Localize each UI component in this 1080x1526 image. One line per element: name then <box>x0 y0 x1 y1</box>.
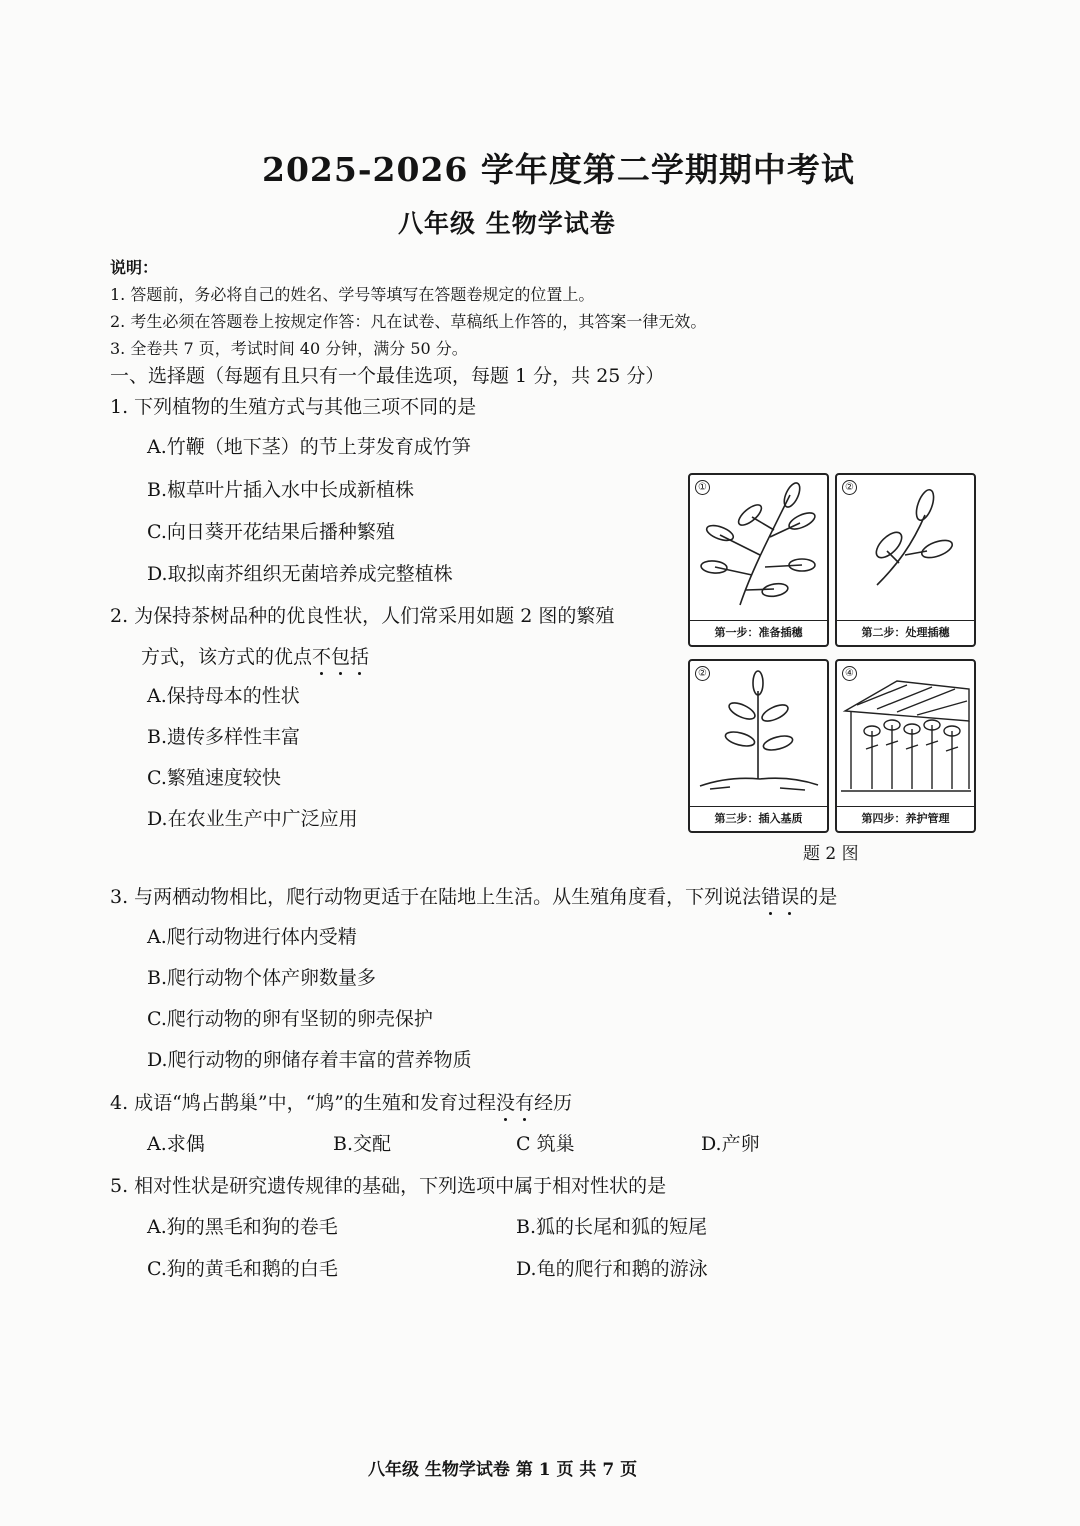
emphasis-char: 括 <box>350 642 369 669</box>
emphasis-char: 包 <box>331 642 350 669</box>
question-5-option-d: D.龟的爬行和鹅的游泳 <box>516 1258 708 1280</box>
figure-panel-2 <box>835 473 976 647</box>
instruction-item: 3. 全卷共 7 页，考试时间 40 分钟，满分 50 分。 <box>110 339 468 358</box>
question-1-option-b: B.椒草叶片插入水中长成新植株 <box>147 479 415 501</box>
section-heading: 一、选择题（每题有且只有一个最佳选项，每题 1 分，共 25 分） <box>110 365 665 387</box>
question-5-stem: 5. 相对性状是研究遗传规律的基础，下列选项中属于相对性状的是 <box>110 1175 667 1197</box>
question-4-option-b: B.交配 <box>333 1133 392 1155</box>
cutting-icon <box>837 475 974 621</box>
question-5-option-c: C.狗的黄毛和鹅的白毛 <box>147 1258 338 1280</box>
exam-title: 2025-2026 学年度第二学期期中考试 <box>262 150 855 189</box>
figure-panel-3 <box>688 659 829 833</box>
panel-number: ④ <box>842 666 857 681</box>
emphasis-char: 不 <box>312 642 331 669</box>
question-5-option-a: A.狗的黑毛和狗的卷毛 <box>147 1216 338 1238</box>
panel-number: ① <box>695 480 710 495</box>
panel-caption: 第四步：养护管理 <box>837 806 974 831</box>
question-4-option-d: D.产卵 <box>701 1133 760 1155</box>
question-4-stem <box>110 1088 572 1115</box>
question-2-stem-line2 <box>141 642 369 669</box>
instructions-heading: 说明： <box>110 258 159 277</box>
emphasis-char: 错 <box>761 882 780 909</box>
question-4-stem-suffix: 经历 <box>534 1092 573 1114</box>
question-3-stem-suffix: 的是 <box>799 886 838 908</box>
question-2-option-c: C.繁殖速度较快 <box>147 767 281 789</box>
figure-panel-4 <box>835 659 976 833</box>
question-3-option-c: C.爬行动物的卵有坚韧的卵壳保护 <box>147 1008 433 1030</box>
figure-2-caption: 题 2 图 <box>803 844 859 864</box>
panel-caption: 第一步：准备插穗 <box>690 620 827 645</box>
question-1-option-d: D.取拟南芥组织无菌培养成完整植株 <box>147 563 453 585</box>
question-3-stem <box>110 882 837 909</box>
question-3-option-b: B.爬行动物个体产卵数量多 <box>147 967 377 989</box>
figure-panel-1 <box>688 473 829 647</box>
panel-number: ② <box>842 480 857 495</box>
instruction-item: 1. 答题前，务必将自己的姓名、学号等填写在答题卷规定的位置上。 <box>110 285 595 304</box>
question-2-option-b: B.遗传多样性丰富 <box>147 726 301 748</box>
exam-subtitle: 八年级 生物学试卷 <box>398 209 616 238</box>
question-4-stem-prefix: 4. 成语“鸠占鹊巢”中，“鸠”的生殖和发育过程 <box>110 1092 497 1114</box>
question-4-option-c: C 筑巢 <box>516 1133 575 1155</box>
tea-branch-icon <box>690 475 827 621</box>
question-4-option-a: A.求偶 <box>147 1133 205 1155</box>
question-2-option-d: D.在农业生产中广泛应用 <box>147 808 358 830</box>
emphasis-char: 误 <box>780 882 799 909</box>
question-3-option-a: A.爬行动物进行体内受精 <box>147 926 357 948</box>
question-3-option-d: D.爬行动物的卵储存着丰富的营养物质 <box>147 1049 472 1071</box>
question-3-stem-prefix: 3. 与两栖动物相比，爬行动物更适于在陆地上生活。从生殖角度看，下列说法 <box>110 886 762 908</box>
instruction-item: 2. 考生必须在答题卷上按规定作答：凡在试卷、草稿纸上作答的，其答案一律无效。 <box>110 312 707 331</box>
planted-seedling-icon <box>690 661 827 807</box>
question-2-option-a: A.保持母本的性状 <box>147 685 300 707</box>
emphasis-char: 有 <box>515 1088 534 1115</box>
question-1-stem: 1. 下列植物的生殖方式与其他三项不同的是 <box>110 396 477 418</box>
question-2-stem-line1: 2. 为保持茶树品种的优良性状，人们常采用如题 2 图的繁殖 <box>110 605 615 627</box>
question-5-option-b: B.狐的长尾和狐的短尾 <box>516 1216 708 1238</box>
emphasis-char: 没 <box>496 1088 515 1115</box>
question-2-stem-prefix: 方式，该方式的优点 <box>141 646 313 668</box>
panel-caption: 第三步：插入基质 <box>690 806 827 831</box>
shade-net-icon <box>837 661 974 807</box>
page-footer: 八年级 生物学试卷 第 1 页 共 7 页 <box>368 1460 638 1480</box>
question-1-option-a: A.竹鞭（地下茎）的节上芽发育成竹笋 <box>147 436 471 458</box>
panel-caption: 第二步：处理插穗 <box>837 620 974 645</box>
question-1-option-c: C.向日葵开花结果后播种繁殖 <box>147 521 395 543</box>
panel-number: ② <box>695 666 710 681</box>
